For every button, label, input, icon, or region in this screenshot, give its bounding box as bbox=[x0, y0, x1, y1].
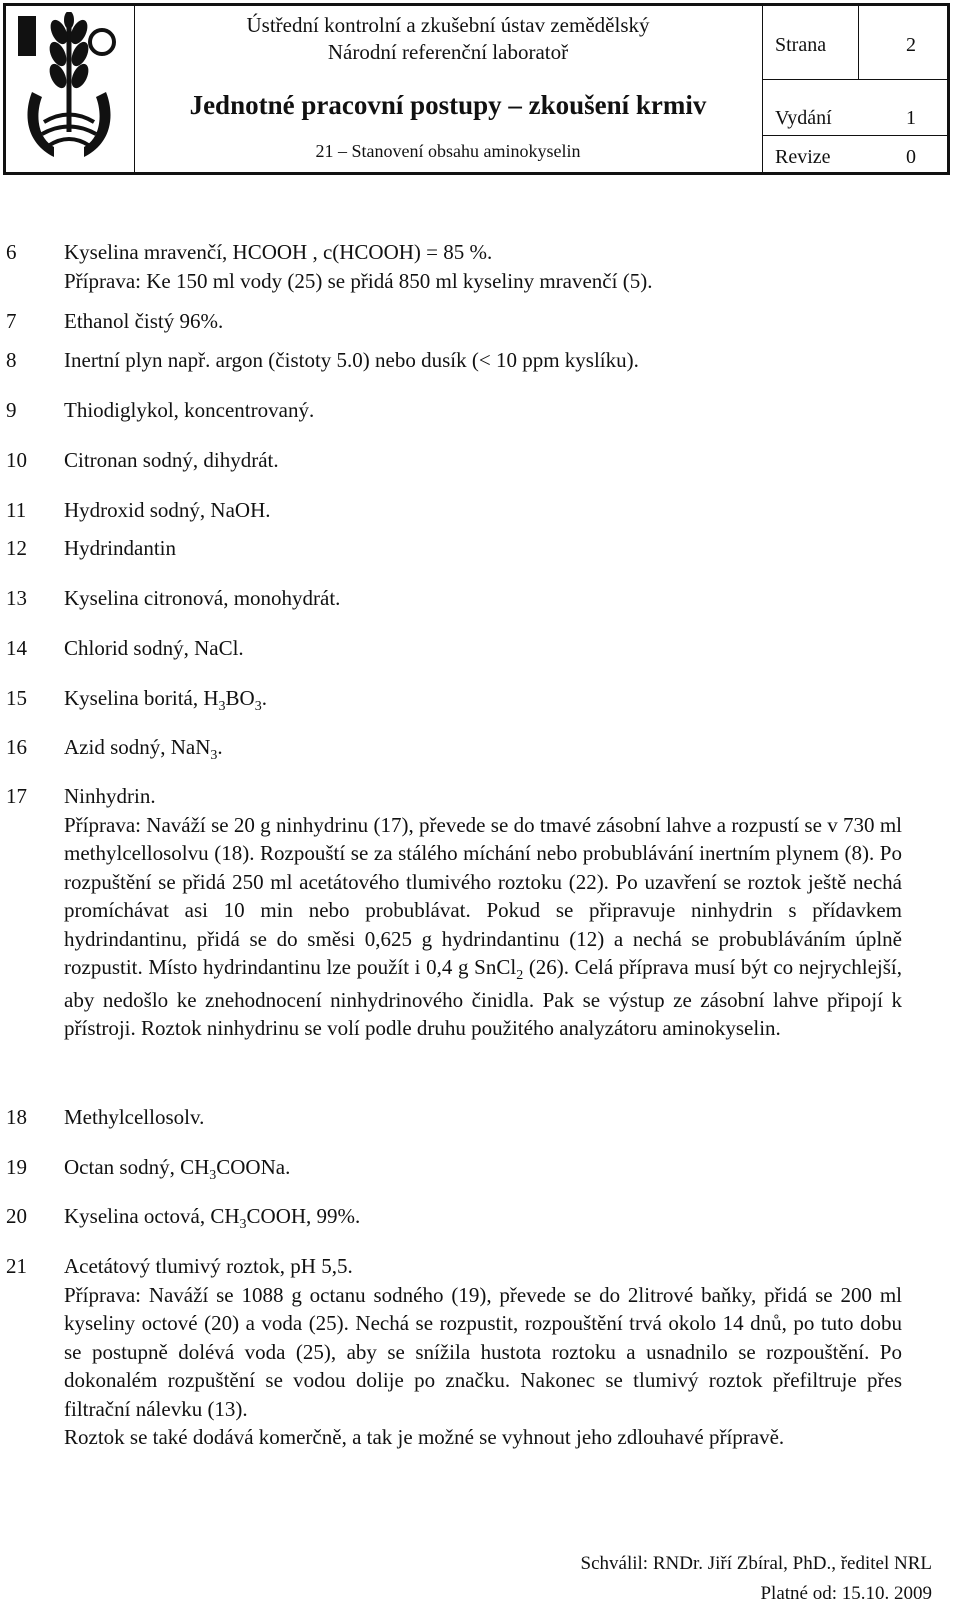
item-text: Inertní plyn např. argon (čistoty 5.0) nebo dusík (< 10 ppm kyslíku). bbox=[64, 348, 639, 372]
item-number: 12 bbox=[6, 536, 27, 560]
header-center bbox=[134, 6, 762, 172]
item-text: Methylcellosolv. bbox=[64, 1105, 205, 1129]
item-number: 13 bbox=[6, 586, 27, 610]
item-preparation: Příprava: Naváží se 20 g ninhydrinu (17), převede se do tmavé zásobní lahve a rozpustí se v 730 ml methylcellosolvu (18). Rozpouští se za stálého míchání nebo probublávání inertním plynem (8). Po rozpuštění se přidá 250 ml acetátového tlumivého roztoku (22). Po uzavření se roztok ještě nechá promíchávat asi 10 min nebo probublávat. Pokud se připravuje ninhydrin s přídavkem hydrindantinu, přidá se do směsi 0,625 g hydrindantinu (12) a nechá se probubláváním úplně rozpustit. Místo hydrindantinu lze použít i 0,4 g SnCl$_2$ (26). Celá příprava musí být co nejrychlejší, aby nedošlo ke znehodnocení ninhydrinového činidla. Pak se výstup ze zásobní lahve připojí k přístroji. Roztok ninhydrinu se volí podle druhu použitého analyzátoru aminokyselin. bbox=[64, 812, 902, 1040]
item-number: 9 bbox=[6, 398, 17, 422]
item-number: 15 bbox=[6, 686, 27, 710]
item-number: 14 bbox=[6, 636, 27, 660]
item-text bbox=[64, 782, 902, 1043]
item-text bbox=[64, 1252, 902, 1452]
edition-number: 1 bbox=[906, 107, 916, 129]
item-preparation: Příprava: Ke 150 ml vody (25) se přidá 850 ml kyseliny mravenčí (5). bbox=[64, 268, 653, 293]
item-number: 20 bbox=[6, 1204, 27, 1228]
item-number: 10 bbox=[6, 448, 27, 472]
page-row bbox=[763, 6, 948, 80]
approval-line: Schválil: RNDr. Jiří Zbíral, PhD., ředitel NRL bbox=[580, 1553, 932, 1574]
meta-divider bbox=[858, 6, 859, 79]
item-text: Citronan sodný, dihydrát. bbox=[64, 448, 279, 472]
valid-from-line: Platné od: 15.10. 2009 bbox=[760, 1583, 932, 1604]
item-number: 19 bbox=[6, 1155, 27, 1179]
revision-number: 0 bbox=[906, 146, 916, 168]
item-number: 7 bbox=[6, 309, 17, 333]
edition-row bbox=[763, 79, 948, 136]
item-number: 16 bbox=[6, 735, 27, 759]
item-text bbox=[64, 238, 902, 295]
item-number: 8 bbox=[6, 348, 17, 372]
item-preparation: Příprava: Naváží se 1088 g octanu sodného (19), převede se do 2litrové baňky, přidá se 200 ml kyseliny octové (20) a voda (25). Nechá se rozpustit, rozpouštění trvá okolo 14 dnů, po tuto dobu se postupně dolévá voda (25), aby se snížila hustota roztoku a usnadnilo se rozpouštění. Po dokonalém rozpuštění se vodou dolije po značku. Nakonec se tlumivý roztok přefiltruje přes filtrační nálevku (13). bbox=[64, 1282, 902, 1421]
document-meta bbox=[762, 6, 948, 172]
item-number: 11 bbox=[6, 498, 27, 522]
item-text: Kyselina citronová, monohydrát. bbox=[64, 586, 341, 610]
page-number: 2 bbox=[906, 34, 916, 56]
institute-logo bbox=[14, 12, 124, 164]
item-text: Azid sodný, NaN$_3$. bbox=[64, 735, 223, 763]
document-header bbox=[3, 3, 950, 175]
institute-name: Ústřední kontrolní a zkušební ústav zemědělský bbox=[246, 13, 650, 37]
item-text: Kyselina octová, $CH_3COOH$, 99%. bbox=[64, 1204, 361, 1232]
edition-label: Vydání bbox=[775, 107, 832, 129]
revision-row bbox=[763, 136, 948, 172]
logo-cell bbox=[6, 6, 135, 172]
item-text: Chlorid sodný, NaCl. bbox=[64, 636, 244, 660]
item-title: Ninhydrin. bbox=[64, 784, 156, 808]
item-title: Acetátový tlumivý roztok, pH 5,5. bbox=[64, 1254, 353, 1278]
item-number: 6 bbox=[6, 240, 17, 264]
item-text: Kyselina boritá, $H_3BO_3$. bbox=[64, 686, 267, 714]
item-text: Hydrindantin bbox=[64, 536, 176, 560]
page-label: Strana bbox=[775, 34, 827, 56]
revision-label: Revize bbox=[775, 146, 831, 168]
item-number: 18 bbox=[6, 1105, 27, 1129]
item-title: Kyselina mravenčí, HCOOH , c(HCOOH) = 85 %. bbox=[64, 240, 493, 264]
item-number: 17 bbox=[6, 784, 27, 808]
item-number: 21 bbox=[6, 1254, 27, 1278]
document-subtitle: 21 – Stanovení obsahu aminokyselin bbox=[315, 141, 581, 161]
document-title: Jednotné pracovní postupy – zkoušení krmiv bbox=[189, 90, 707, 120]
item-text: Octan sodný, $CH_3COONa$. bbox=[64, 1155, 291, 1183]
item-text: Hydroxid sodný, NaOH. bbox=[64, 498, 271, 522]
item-text: Thiodiglykol, koncentrovaný. bbox=[64, 398, 315, 422]
item-note: Roztok se také dodává komerčně, a tak je možné se vyhnout jeho zdlouhavé přípravě. bbox=[64, 1425, 785, 1449]
laboratory-name: Národní referenční laboratoř bbox=[327, 40, 569, 64]
item-text: Ethanol čistý 96%. bbox=[64, 309, 224, 333]
